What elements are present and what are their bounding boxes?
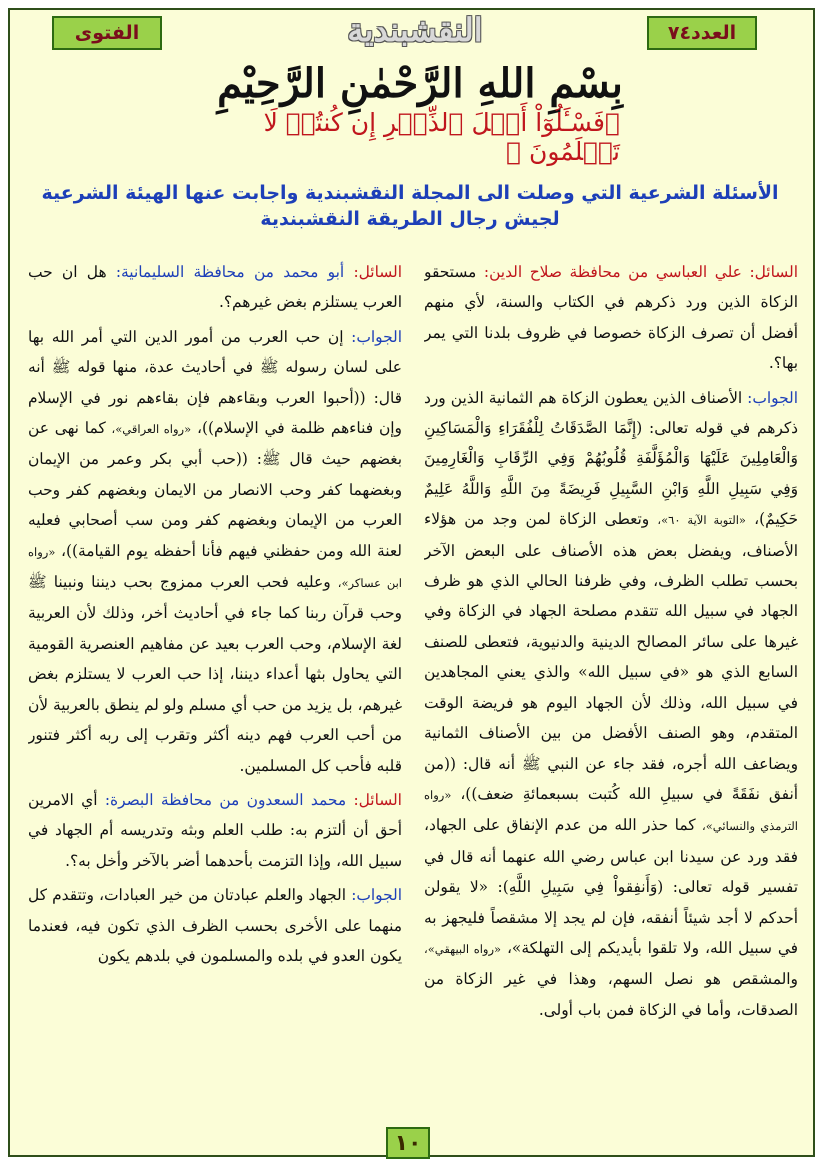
masthead-logo: النقشبندية [347, 11, 483, 49]
answer-2-reference-1: «رواه العراقي»، [111, 422, 192, 437]
question-1-label: السائل: [749, 263, 798, 281]
issue-badge [647, 16, 757, 50]
answer-1-text-3: كما حذر الله من عدم الإنفاق على الجهاد، فقد ورد عن سيدنا ابن عباس رضي الله عنهما أنه قال في تفسير قوله تعالى: (وَأَنفِقواْ فِي سَبِيلِ اللَّهِ): «لا يقولن أحدكم لا أجد شيئاً أنفقه، فإن لم يجد إلا مشقصاً فليجهز به في سبيل الله، ولا تلقوا بأيديكم إلى التهلكة»، [424, 816, 798, 957]
headline-line-1: الأسئلة الشرعية التي وصلت الى المجلة النقشبندية واجابت عنها الهيئة الشرعية [41, 182, 779, 204]
right-column [424, 257, 798, 1127]
question-1-asker: علي العباسي من محافظة صلاح الدين: [483, 263, 742, 281]
answer-2-reference-2: «رواه ابن عساكر»، [28, 544, 402, 591]
answer-2-label: الجواب: [351, 327, 402, 346]
answer-1-text-4: والمشقص هو نصل السهم، وهذا في غير الزكاة من الصدقات، وأما في الزكاة فمن باب أولى. [424, 970, 798, 1019]
answer-3-text: الجهاد والعلم عبادتان من خير العبادات، وتتقدم كل منهما على الأخرى بحسب الظرف الذي تكون فيه، فعندما يكون العدو في بلده والمسلمون في بلدهم يكون [28, 886, 402, 965]
question-3-asker: محمد السعدون من محافظة البصرة: [104, 790, 347, 809]
answer-1-reference-1: «التوبة الآية ٦٠»، [657, 513, 746, 528]
issue-label: العدد٧٤ [667, 22, 737, 44]
question-1-text: مستحقو الزكاة الذين ورد ذكرهم في الكتاب والسنة، لأي منهم أفضل أن تصرف الزكاة خصوصا في ظروف بلدنا التي يمر بها؟. [424, 263, 798, 373]
answer-3 [28, 880, 402, 971]
answer-2 [28, 322, 402, 781]
answer-1-label: الجواب: [747, 388, 798, 407]
answer-3-label: الجواب: [351, 886, 402, 905]
answer-2-text-1: إن حب العرب من أمور الدين التي أمر الله بها على لسان رسوله ﷺ في أحاديث عدة، منها قوله ﷺ أنه قال: ((أحبوا العرب وبقاءهم فإن بقاءهم نور في الإسلام وإن فناءهم ظلمة في الإسلام))، [28, 327, 402, 438]
section-badge [52, 16, 162, 50]
question-1 [424, 257, 798, 379]
left-column [28, 257, 402, 1127]
question-3-label: السائل: [353, 790, 402, 809]
answer-1-reference-3: «رواه البيهقي»، [424, 941, 502, 956]
answer-2-text-2: كما نهى عن بغضهم حيث قال ﷺ: ((حب أبي بكر وعمر من الإيمان وبغضهما كفر وحب الانصار من الايمان وبغضهم كفر وحب العرب من الإيمان وبغضهم كفر ومن سب أصحابي فعليه لعنة الله ومن حفظني فيهم فأنا أحفظه يوم القيامة))، [28, 419, 402, 560]
section-label: الفتوى [74, 22, 140, 44]
question-2-text: هل ان حب العرب يستلزم بغض غيرهم؟. [28, 263, 402, 312]
answer-1-text-2: وتعطى الزكاة لمن وجد من هؤلاء الأصناف، ويفضل بعض هذه الأصناف على البعض الآخر بحسب تطلب الظرف، وفي ظرفنا الحالي الذي هو ظرف الجهاد في سبيل الله تتقدم مصلحة الجهاد في الزكاة وفي غيرها على سائر المصالح الدينية والدنيوية، فتعطى للصنف السابع الذي هو «في سبيل الله» والذي يعني المجاهدين في سبيل الله، وذلك لأن الجهاد اليوم هو فريضة الوقت المتقدم، وهو الصنف الأفضل من بين الأصناف الثمانية ويضاعف الله أجره، فقد جاء عن النبي ﷺ أنه قال: ((من أنفق نفَقَةً في سبيلِ الله كُتبت بسبعمائةِ ضعف))، [424, 510, 798, 803]
question-2 [28, 257, 402, 318]
article-headline [30, 180, 790, 232]
answer-1 [424, 383, 798, 1026]
page-number: ١٠ [394, 1130, 422, 1156]
question-3-text: أي الامرين أحق أن ألتزم به: طلب العلم وبثه وتدريسه أم الجهاد في سبيل الله، وإذا التزمت بأحدهما أضر بالآخر وأخل به؟. [28, 790, 402, 870]
answer-2-text-3: وعليه فحب العرب ممزوج بحب ديننا ونبينا ﷺ وحب قرآن ربنا كما جاء في أحاديث أخر، وذلك لأن العربية لغة الإسلام، وحب العرب بعيد عن مفاهيم العنصرية القومية التي يحاول بثها أعداء ديننا، إذا حب العرب لا يستلزم بغض غيرهم، بل يزيد من حب أي مسلم ولو لم ينطق بالعربية لأن من أحب العرب فهم دينه أكثر وتقرب إلى ربه أكثر فتنور قلبه فأحب كل المسلمين. [28, 573, 402, 775]
page-number-badge [386, 1127, 430, 1159]
quran-verse: ﴿فَسْـَٔلُوٓاْ أَهۡلَ ٱلذِّكۡرِ إِن كُنتُمۡ لَا تَعۡلَمُونَ ﴾ [263, 108, 620, 166]
headline-line-2: لجيش رجال الطريقة النقشبندية [260, 208, 560, 230]
question-3 [28, 785, 402, 876]
answer-1-text-1: الأصناف الذين يعطون الزكاة هم الثمانية الذين ورد ذكرهم في قوله تعالى: (إِنَّمَا الصَّدَقَاتُ لِلْفُقَرَاءِ وَالْمَسَاكِينِ وَالْعَامِلِينَ عَلَيْهَا وَالْمُؤَلَّفَةِ قُلُوبُهُمْ وَفِي الرِّقَابِ وَالْغَارِمِينَ وَفِي سَبِيلِ اللَّهِ وَابْنِ السَّبِيلِ فَرِيضَةً مِنَ اللَّهِ وَاللَّهُ عَلِيمٌ حَكِيمٌ)، [424, 388, 798, 529]
question-2-label: السائل: [353, 263, 402, 281]
basmala-calligraphy: بِسْمِ اللهِ الرَّحْمٰنِ الرَّحِيْمِ [217, 59, 623, 107]
answer-1-reference-2: «رواه الترمذي والنسائي»، [424, 787, 798, 834]
question-2-asker: أبو محمد من محافظة السليمانية: [115, 263, 345, 281]
